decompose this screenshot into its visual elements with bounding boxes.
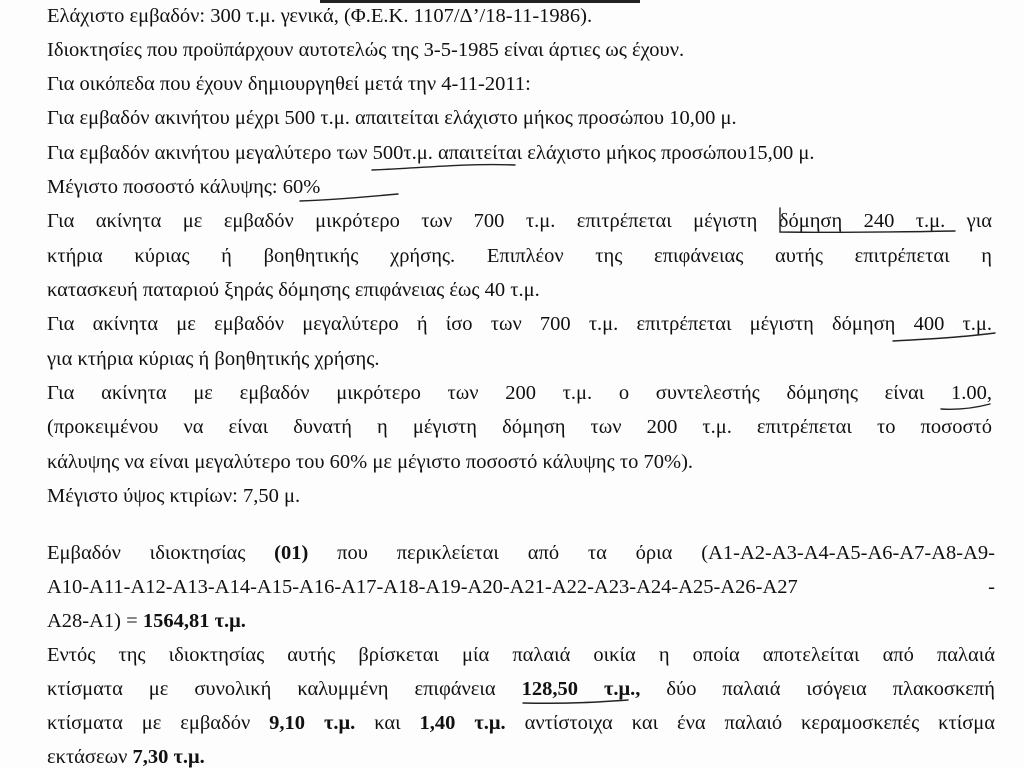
text-line-9: κατασκευή παταριού ξηράς δόμησης επιφάνειας έως 40 τ.μ.: [47, 279, 540, 301]
text-line-14: κάλυψης να είναι μεγαλύτερο του 60% με μέγιστο ποσοστό κάλυψης το 70%).: [47, 451, 694, 473]
text-line-3: Για οικόπεδα που έχουν δημιουργηθεί μετά την 4-11-2011:: [47, 73, 531, 95]
coverage-line: Μέγιστο ποσοστό κάλυψης: 60%: [47, 176, 321, 198]
buildings-line-2: [47, 677, 995, 701]
text-line-5: Για εμβαδόν ακινήτου μεγαλύτερο των 500τ.μ. απαιτείται ελάχιστο μήκος προσώπου15,00 μ.: [47, 142, 815, 164]
property-area-line-2: Α10-Α11-Α12-Α13-Α14-Α15-Α16-Α17-Α18-Α19-Α20-Α21-Α22-Α23-Α24-Α25-Α26-Α27 -: [47, 576, 995, 598]
covered-area-value: 128,50 τ.μ.,: [521, 678, 641, 700]
tiled-building-area: 7,30 τ.μ.: [132, 746, 205, 768]
buildings-text-e: και: [355, 712, 420, 734]
property-area-value: 1564,81 τ.μ.: [142, 610, 246, 632]
property-area-text-c: που περικλείεται από τα όρια (Α1-Α2-Α3-Α4-Α5-Α6-Α7-Α8-Α9-: [308, 542, 995, 564]
text-line-1: Ελάχιστο εμβαδόν: 300 τ.μ. γενικά, (Φ.Ε.Κ. 1107/Δ’/18-11-1986).: [47, 5, 593, 27]
text-line-11: για κτήρια κύριας ή βοηθητικής χρήσης.: [47, 348, 380, 370]
buildings-text-f: αντίστοιχα και ένα παλαιό κεραμοσκεπές κτίσμα: [505, 712, 996, 734]
property-id: (01): [274, 542, 309, 564]
buildings-text-d: κτίσματα με εμβαδόν: [47, 712, 270, 734]
buildings-line-3: [47, 711, 995, 735]
buildings-text-a: κτίσματα με συνολική καλυμμένη επιφάνεια: [47, 678, 522, 700]
text-line-13: (προκειμένου να είναι δυνατή η μέγιστη δόμηση των 200 τ.μ. επιτρέπεται το ποσοστό: [47, 416, 992, 438]
property-area-text-a: Εμβαδόν ιδιοκτησίας: [47, 542, 275, 564]
shed-area-2: 1,40 τ.μ.: [419, 712, 506, 734]
buildings-text-c: δύο παλαιά ισόγεια πλακοσκεπή: [640, 678, 995, 700]
buildings-text-g: εκτάσεων: [47, 746, 133, 768]
text-line-2: Ιδιοκτησίες που προϋπάρχουν αυτοτελώς της 3-5-1985 είναι άρτιες ως έχουν.: [47, 39, 685, 61]
buildings-line-1: Εντός της ιδιοκτησίας αυτής βρίσκεται μία παλαιά οικία η οποία αποτελείται από παλαιά: [47, 644, 995, 666]
text-line-12: Για ακίνητα με εμβαδόν μικρότερο των 200 τ.μ. ο συντελεστής δόμησης είναι 1.00,: [47, 382, 992, 404]
property-area-line-3: [47, 609, 246, 633]
underline-500: [372, 165, 515, 170]
height-line: Μέγιστο ύψος κτιρίων: 7,50 μ.: [47, 485, 301, 507]
text-line-7: Για ακίνητα με εμβαδόν μικρότερο των 700 τ.μ. επιτρέπεται μέγιστη δόμηση 240 τ.μ. για: [47, 210, 992, 232]
text-line-8: κτήρια κύριας ή βοηθητικής χρήσης. Επιπλέον της επιφάνειας αυτής επιτρέπεται η: [47, 245, 992, 267]
property-area-label: Α28-Α1) =: [47, 610, 143, 632]
shed-area-1: 9,10 τ.μ.: [269, 712, 356, 734]
text-line-4: Για εμβαδόν ακινήτου μέχρι 500 τ.μ. απαιτείται ελάχιστο μήκος προσώπου 10,00 μ.: [47, 107, 737, 129]
text-line-10: Για ακίνητα με εμβαδόν μεγαλύτερο ή ίσο των 700 τ.μ. επιτρέπεται μέγιστη δόμηση 400 τ.μ.: [47, 313, 992, 335]
property-area-line-1: [47, 541, 995, 565]
buildings-line-4: [47, 745, 205, 768]
header-rule: [320, 0, 640, 3]
